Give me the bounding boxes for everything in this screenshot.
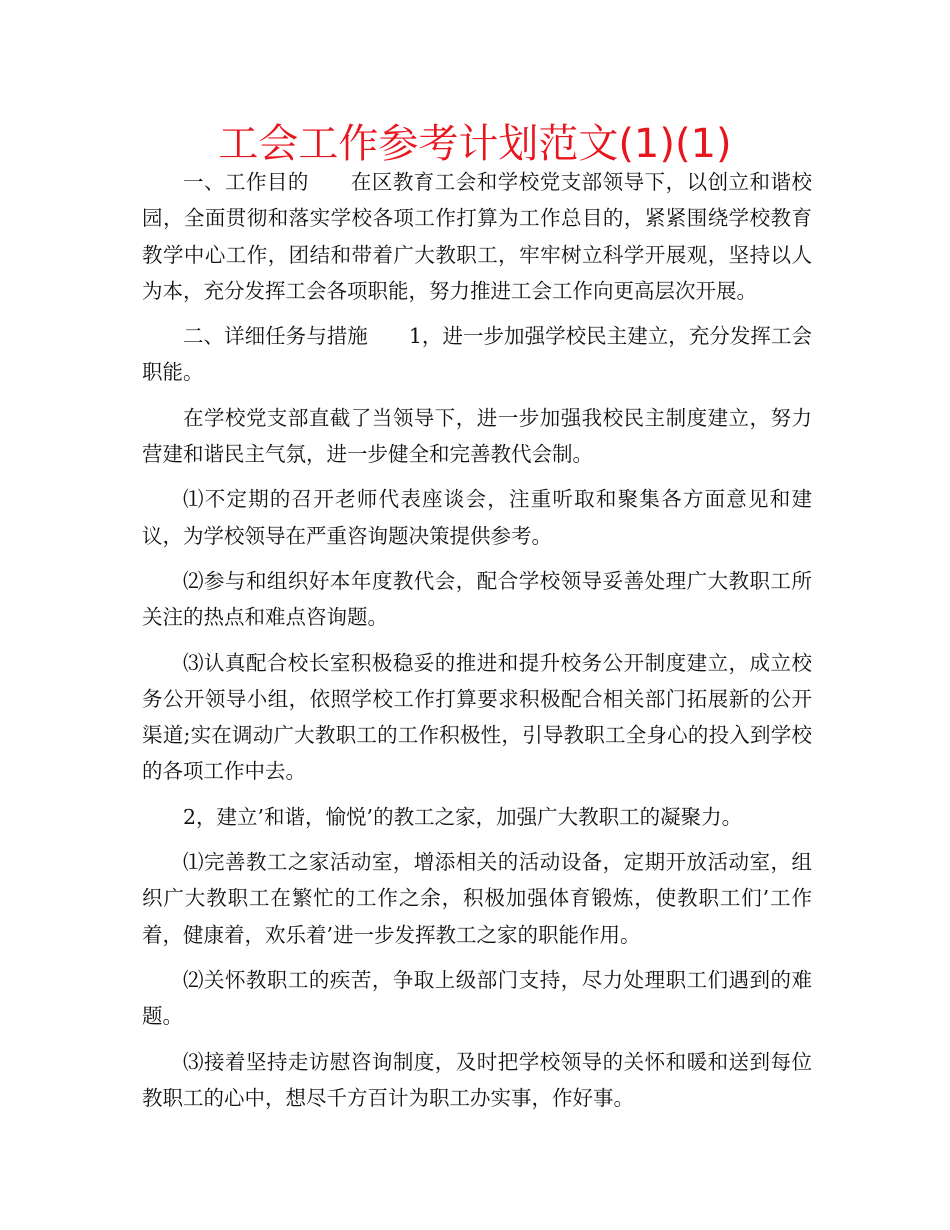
- paragraph-tasks-measures: 二、详细任务与措施 1，进一步加强学校民主建立，充分发挥工会职能。: [142, 324, 812, 385]
- document-title: 工会工作参考计划范文(1)(1): [218, 121, 732, 167]
- paragraph-item-2-1: ⑴完善教工之家活动室，增添相关的活动设备，定期开放活动室，组织广大教职工在繁忙的工作之余，积极加强体育锻炼，使教职工们’工作着，健康着，欢乐着’进一步发挥教工之家的职能作用。: [142, 850, 812, 947]
- paragraph-item-1-3: ⑶认真配合校长室积极稳妥的推进和提升校务公开制度建立，成立校务公开领导小组，依照学校工作打算要求积极配合相关部门拓展新的公开渠道;实在调动广大教职工的工作积极性，引导教职工全身心的投入到学校的各项工作中去。: [142, 650, 812, 784]
- document-body: [142, 164, 812, 1116]
- paragraph-item-1-2: ⑵参与和组织好本年度教代会，配合学校领导妥善处理广大教职工所关注的热点和难点咨询题。: [142, 568, 812, 630]
- paragraph-item-2-2: ⑵关怀教职工的疾苦，争取上级部门支持，尽力处理职工们遇到的难题。: [142, 967, 812, 1029]
- paragraph-work-purpose: 一、工作目的 在区教育工会和学校党支部领导下，以创立和谐校园，全面贯彻和落实学校各项工作打算为工作总目的，紧紧围绕学校教育教学中心工作，团结和带着广大教职工，牢牢树立科学开展观，坚持以人为本，充分发挥工会各项职能，努力推进工会工作向更高层次开展。: [142, 170, 812, 303]
- paragraph-section-2: 2，建立’和谐，愉悦’的教工之家，加强广大教职工的凝聚力。: [183, 804, 743, 829]
- paragraph-item-2-3: ⑶接着坚持走访慰咨询制度，及时把学校领导的关怀和暖和送到每位教职工的心中，想尽千方百计为职工办实事，作好事。: [142, 1049, 812, 1110]
- paragraph-item-1-1: ⑴不定期的召开老师代表座谈会，注重听取和聚集各方面意见和建议，为学校领导在严重咨询题决策提供参考。: [142, 487, 812, 548]
- paragraph-democratic-system: 在学校党支部直截了当领导下，进一步加强我校民主制度建立，努力营建和谐民主气氛，进一步健全和完善教代会制。: [142, 405, 812, 467]
